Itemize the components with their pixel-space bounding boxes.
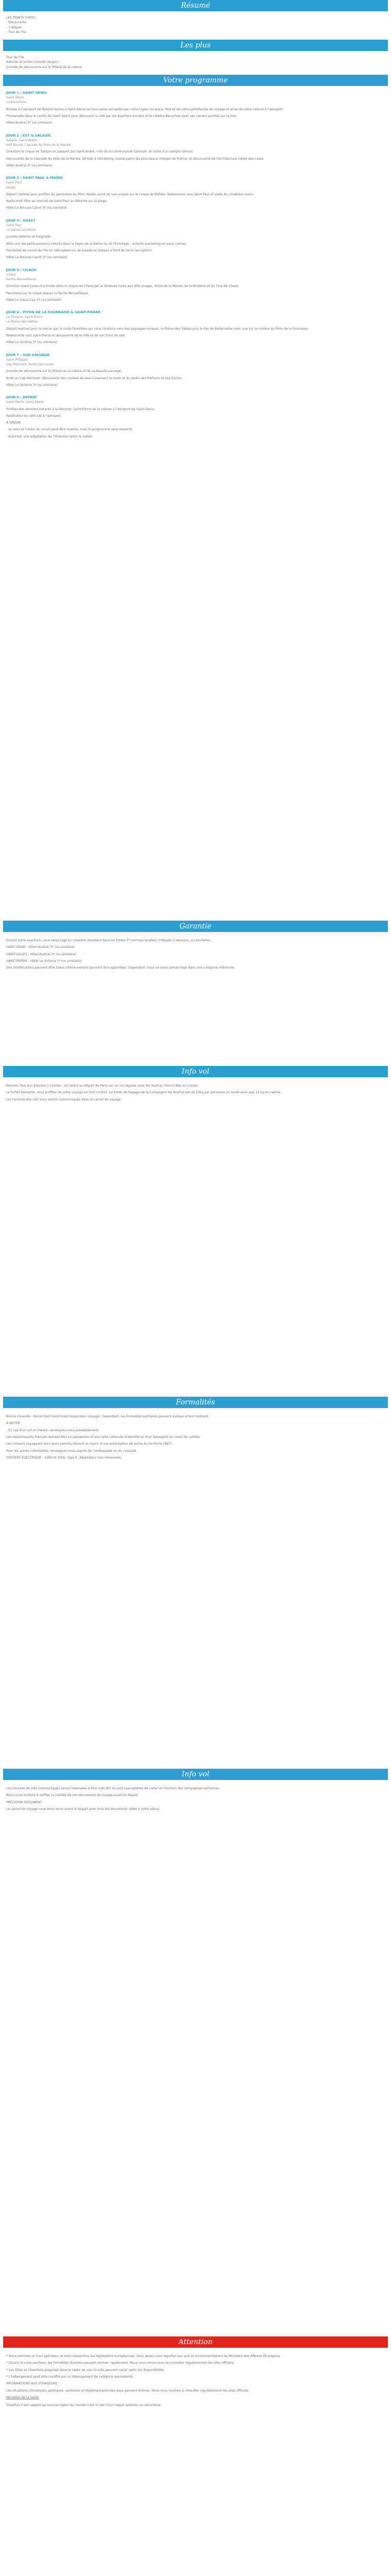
programme-block xyxy=(0,86,391,921)
infovol-text: Les horaires de vols communiqués seront réservées à titre indicatif. Ils sont susceptibles de varier en fonction des compagnies aériennes. xyxy=(6,1787,220,1791)
plus-item: Journée de découverte sur le littéral de la nature xyxy=(6,65,82,69)
garantie-text: Des modifications peuvent être faites ultérieurement pouvant être apportées. Cependant, vous ne serez jamais logé dans une catégorie inférieure. xyxy=(6,966,235,970)
resume-item: - Tour de l'Ile xyxy=(6,30,26,34)
info-block xyxy=(0,1077,391,1397)
day-paragraph: Panorama sur le cirque depuis la Roche Merveilleuse. xyxy=(6,291,89,295)
day-subtitle: La Saline-Les-Bains xyxy=(6,228,36,232)
day-subtitle: La Plaine des Sables xyxy=(6,320,38,324)
programme-day xyxy=(6,395,385,439)
day-paragraph: Départ matinal pour profiter du panorama du Piton Maïdo, point de vue unique sur le cirque de Mafate. Redescente vers Saint-Paul et visite du cimetière marin. xyxy=(6,192,254,196)
day-title: JOUR 5 : CILAOS xyxy=(6,267,37,272)
programme-day xyxy=(6,90,385,126)
day-subtitle: Hell Bourg, Cascade du Voile de la Mariée xyxy=(6,143,71,147)
day-paragraph: Redescente vers Saint-Pierre et découverte de la ville et de son front de mer. xyxy=(6,334,126,338)
formalites-text: Les ressortissants français doivent être en possession d'une carte nationale d'identité ou d'un passeport en cours de validité. xyxy=(6,1435,201,1439)
infovol-block xyxy=(0,1780,391,2336)
section-header-attention: Attention xyxy=(3,2336,388,2348)
formalites-text: Les mineurs voyageant sans leurs parents doivent se munir d'une autorisation de sortie du territoire (AST). xyxy=(6,1442,173,1446)
formalites-block xyxy=(0,1408,391,1769)
infovol-text: Le carnet de voyage vous sera remis avant le départ avec tous les documents utiles à votre séjour. xyxy=(6,1807,160,1811)
day-subtitle: Le Tampon, Saint-Pierre xyxy=(6,315,43,319)
infovol-text: Nous vous invitons à vérifier la validité de vos documents de voyage avant le départ. xyxy=(6,1793,139,1798)
day-paragraph: Départ matinal pour le volcan par la route forestière qui vous conduira vers des paysages uniques, la Plaine des Sables puis le Pas de Bellecombe avec vue sur le cratère du Piton de la Fournaise. xyxy=(6,327,309,331)
programme-day xyxy=(6,352,385,388)
day-paragraph: Hôtel Le Boucan Canot 3* (ou similaire) xyxy=(6,206,68,210)
day-paragraph: Arrivée à l'aéroport de Roland Garros à Saint-Denis où vous serez accueillis par notre logeur ou place. Retrait de votre portefeuille de voyage et prise de votre voiture à l'aéroport. xyxy=(6,107,284,111)
day-paragraph: Restitution du véhicule à l'aéroport. xyxy=(6,414,62,418)
section-header-resume: Résumé xyxy=(3,0,388,11)
day-paragraph: Hôtel Le Victoria 3* (ou similaire) xyxy=(6,341,58,345)
day-paragraph: Direction le cirque de Salazie en passant par Saint-André, ville de la communauté tamoule, et visite d'un temple tamoul. xyxy=(6,150,193,154)
day-subtitle: Salazie, Saint-Andre xyxy=(6,138,38,142)
garantie-text: SAINT-DENIS : Hôtel Austral 3* (ou similaire) xyxy=(6,945,75,950)
info-text: Les horaires des vols vous seront communiqués dans le carnet de voyage. xyxy=(6,1097,122,1101)
garantie-text: SAINT-GILLES : Hôtel Austral 3* (ou similaire) xyxy=(6,952,76,956)
day-paragraph: Journée de découverte sur le littoral de la nature et de sa beauté sauvage. xyxy=(6,369,122,374)
day-title: JOUR 7 : SUD SAUVAGE xyxy=(6,352,50,357)
resume-item: LES POINTS FORTS : xyxy=(6,16,38,20)
programme-day xyxy=(6,218,385,260)
formalites-text: À NOTER : xyxy=(6,1421,22,1426)
section-header-plus: Les plus xyxy=(3,40,388,51)
day-title: JOUR 1 : SAINT DENIS xyxy=(6,91,47,95)
infosvoyage-text: Les situations climatiques, politiques, sanitaires et réglementaires des pays peuvent évoluer. Nous vous invitons à consulter régulièrement les sites officiels. xyxy=(6,2388,250,2393)
day-subtitle: Saint Denis xyxy=(6,96,24,100)
day-paragraph: Hôtel Le Vieux Cep 3* (ou similaire) xyxy=(6,298,61,302)
garantie-block xyxy=(0,932,391,1066)
programme-day xyxy=(6,267,385,303)
day-subtitle: Saint Paul xyxy=(6,223,22,227)
section-header-garantie: Garantie xyxy=(3,921,388,932)
attention-text: * Durant la crise sanitaire, les formalités d'entrée peuvent évoluer rapidement. Nous vous remercions de consulter régulièrement les sites officiels. xyxy=(6,2361,235,2365)
formalites-text: COUVERT ÉLECTRIQUE : 220V et 50Hz. Type E. Adaptateur non nécessaire. xyxy=(6,1455,122,1460)
day-paragraph: Profitez des derniers instants à la Réunion. Saint-Pierre de la voiture à l'aéroport de Saint-Denis. xyxy=(6,407,155,411)
day-paragraph: Arrêt au Cap Méchant, découverte des coulées de lave traversant la route et du Jardin des Parfums et des Épices. xyxy=(6,376,183,380)
formalites-text: Bonne nouvelle : Aucun test Covid n'est requis pour voyager. Cependant, les formalités sanitaires peuvent évoluer à tout moment. xyxy=(6,1415,209,1419)
day-paragraph: Hôtel Le Victoria 3* (ou similaire) xyxy=(6,383,58,387)
attention-text: * Nous sommes un tour opérateur et nous respectons les législations européennes. Vous devez vous reporter aux avis et recommandations du Ministère des Affaires Étrangères. xyxy=(6,2354,281,2359)
day-paragraph: Hôtel Le Boucan Canot 3* (ou similaire) xyxy=(6,256,68,260)
programme-day xyxy=(6,133,385,168)
section-header-programme: Votre programme xyxy=(3,75,388,86)
day-paragraph: Promenade dans le centre de Saint Denis pour découvrir la ville par les quartiers anciens et le célèbre Barachois avec ses canons pointés sur la mer. xyxy=(6,114,237,118)
day-subtitle: Roche Merveilleuse xyxy=(6,277,37,281)
plus-block xyxy=(0,51,391,75)
day-title: JOUR 4 : OUEST xyxy=(6,218,36,223)
day-subtitle: La Barachois xyxy=(6,100,26,105)
day-subtitle: Saint Pierre, Saint Denis xyxy=(6,400,44,404)
info-text: Le forfait Desserte, vous profitez de votre voyage en tout confort. La limite de bagage de la Compagnie Air Austral est de 23kg par personne en soute ainsi que 12 kg en cabine. xyxy=(6,1091,282,1095)
formalites-text: Pour les autres nationalités, renseignez-vous auprès de l'ambassade ou du consulat. xyxy=(6,1449,137,1453)
garantie-text: Durant votre aventure, vous serez logé en chambre standard dans les hôtels 3* (normes locales), indiqués ci-dessous, ou similaires : xyxy=(6,939,213,943)
day-paragraph: Hôtel Austral 3* (ou similaire) xyxy=(6,121,53,125)
day-paragraph: Découverte de la Cascade du Voile de la Mariée. Arrivée à Hell-Bourg, classé parmi les plus beaux villages de France, et découverte de l'architecture créole des cases. xyxy=(6,157,265,161)
plus-item: Admirer le lacher-canyide Vergera xyxy=(6,60,59,64)
day-paragraph: Direction Saint-Louis et montée dans le cirque de Cilaos par la fameuse route aux 400 virages. Visite de la Maison de la Broderie et du Chai de Cilaos. xyxy=(6,284,239,289)
day-subtitle: Saint-Philippe xyxy=(6,358,28,362)
programme-day xyxy=(6,310,385,345)
plus-item: Tour de l'Ile xyxy=(6,56,24,60)
section-header-info: Info vol xyxy=(3,1066,388,1077)
footer-note: Toutefois il est rappelé qu'aucune région du monde n'est à l'abri d'un risque sanitaire ou sécuritaire. xyxy=(6,2403,162,2408)
day-paragraph: À SAVOIR : xyxy=(6,421,23,425)
attention-block xyxy=(0,2348,391,2576)
attention-text: * Les Gîtes et Chambres proposés dans le cadre de nos circuits peuvent varier selon les disponibilités. xyxy=(6,2368,165,2372)
day-paragraph: Après-midi libre au marché de Saint-Paul ou détente sur la plage. xyxy=(6,199,108,204)
programme-day xyxy=(6,175,385,211)
day-subtitle: Maïdo xyxy=(6,185,15,190)
infosvoyage-heading: INFORMATIONS AUX VOYAGEURS : xyxy=(6,2382,59,2386)
day-paragraph: - Autoriser une adaptation de l'itinéraire selon la météo. xyxy=(6,434,93,438)
attention-text: * L'hébergement peut être modifié par un hébergement de catégorie équivalente. xyxy=(6,2375,134,2379)
day-title: JOUR 2 : EST & SALAZIE xyxy=(6,133,51,138)
day-subtitle: Saint Paul xyxy=(6,181,22,185)
day-title: JOUR 8 : DÉPART xyxy=(6,395,38,400)
day-paragraph: Hôtel Austral 3* (ou similaire) xyxy=(6,163,53,167)
section-header-formalites: Formalités xyxy=(3,1397,388,1408)
ministry-health-link[interactable]: Ministère de la Santé xyxy=(6,2395,39,2399)
garantie-text: SAINT-PIERRE : Hôtel Le Victoria 3* (ou similaire) xyxy=(6,959,82,963)
day-paragraph: Journée détente et baignade. xyxy=(6,235,52,239)
day-subtitle: Cilaos xyxy=(6,273,15,277)
resume-item: - Découverte xyxy=(6,21,26,25)
info-text: Réunion Plus Sun Express 2 Combo : vol direct au départ de Paris sur un vol régulier avec Air Austral, French Bee ou Corsair. xyxy=(6,1084,199,1088)
formalites-text: - En cas d'un vol en transit, renseignez-vous préalablement. xyxy=(6,1428,100,1432)
section-header-info-vol: Info vol xyxy=(3,1769,388,1780)
day-title: JOUR 6 : PITON DE LA FOURNAISE & SAINT-PIERRE xyxy=(6,310,101,315)
day-paragraph: Possibilité de survol de l'île en hélicoptère ou de balade en bateau à fond de verre (en option). xyxy=(6,248,153,252)
day-paragraph: Allez voir les petits poissons colorés dans le lagon de la Saline ou de l'Ermitage : activité snorkeling en eaux calmes. xyxy=(6,242,187,246)
day-title: JOUR 3 : SAINT PAUL & MAÏDO xyxy=(6,176,63,180)
infovol-text: PRÉCISION DOCUMENT : xyxy=(6,1800,44,1804)
resume-block xyxy=(0,11,391,40)
resume-item: - 3 étapes xyxy=(6,25,22,29)
day-subtitle: Cap Méchant, Route des Laves xyxy=(6,363,54,367)
day-paragraph: - Le sens et l'ordre du circuit peut être inversé, mais le programme sera respecté. xyxy=(6,428,134,432)
